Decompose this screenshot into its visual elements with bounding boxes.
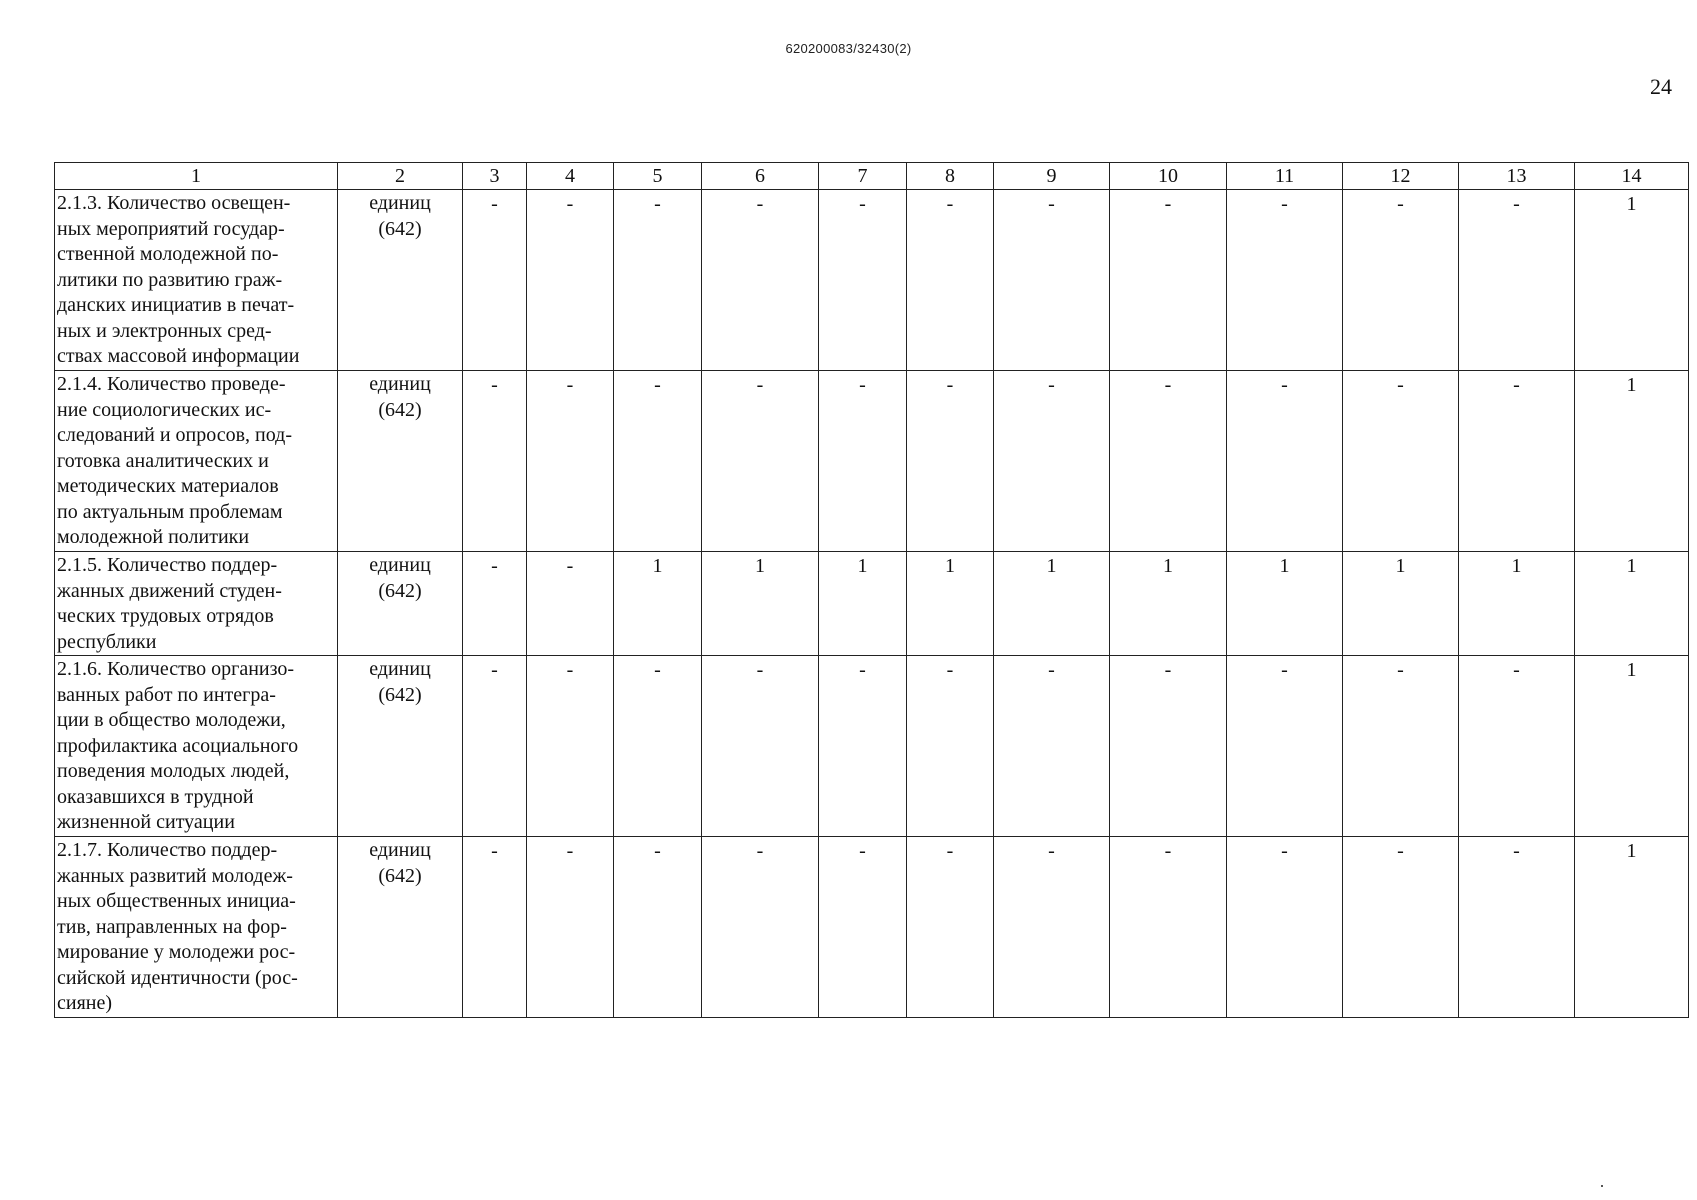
indicators-table bbox=[54, 162, 1689, 1018]
description-line: ных и электронных сред- bbox=[57, 319, 272, 342]
unit-name: единиц bbox=[369, 373, 431, 395]
description-line: 2.1.4. Количество проведе- bbox=[57, 373, 286, 395]
value-cell: - bbox=[907, 656, 994, 837]
description-line: оказавшихся в трудной bbox=[57, 785, 254, 808]
description-line: литики по развитию граж- bbox=[57, 268, 283, 291]
description-line: ствах массовой информации bbox=[57, 345, 300, 367]
value-cell: 1 bbox=[1110, 552, 1227, 656]
value-cell: 1 bbox=[1575, 656, 1689, 837]
value-cell: 1 bbox=[614, 552, 702, 656]
value-cell: - bbox=[994, 190, 1110, 371]
description-line: тив, направленных на фор- bbox=[57, 915, 287, 938]
value-cell: - bbox=[1227, 656, 1343, 837]
value-cell: 1 bbox=[1227, 552, 1343, 656]
value-cell: - bbox=[614, 656, 702, 837]
description-line: 2.1.7. Количество поддер- bbox=[57, 839, 278, 861]
value-cell: - bbox=[819, 190, 907, 371]
value-cell: - bbox=[1227, 837, 1343, 1018]
unit-code: (642) bbox=[378, 579, 422, 602]
value-cell: - bbox=[527, 837, 614, 1018]
indicator-description bbox=[55, 552, 338, 656]
value-cell: - bbox=[614, 371, 702, 552]
indicator-description bbox=[55, 190, 338, 371]
value-cell: - bbox=[819, 371, 907, 552]
column-header: 3 bbox=[463, 163, 527, 190]
column-header: 11 bbox=[1227, 163, 1343, 190]
value-cell: - bbox=[1227, 371, 1343, 552]
description-line: следований и опросов, под- bbox=[57, 424, 292, 446]
value-cell: 1 bbox=[1575, 190, 1689, 371]
value-cell: - bbox=[702, 837, 819, 1018]
value-cell: - bbox=[1343, 371, 1459, 552]
column-header: 4 bbox=[527, 163, 614, 190]
unit-cell bbox=[338, 371, 463, 552]
value-cell: - bbox=[463, 656, 527, 837]
column-header: 6 bbox=[702, 163, 819, 190]
column-header: 14 bbox=[1575, 163, 1689, 190]
description-line: по актуальным проблемам bbox=[57, 500, 283, 523]
description-line: данских инициатив в печат- bbox=[57, 294, 295, 316]
value-cell: - bbox=[527, 371, 614, 552]
unit-name: единиц bbox=[369, 839, 431, 861]
description-line: молодежной политики bbox=[57, 526, 250, 548]
value-cell: 1 bbox=[702, 552, 819, 656]
scan-speck bbox=[1601, 1185, 1603, 1187]
description-line: ции в общество молодежи, bbox=[57, 709, 286, 731]
indicator-description bbox=[55, 837, 338, 1018]
description-line: ных общественных инициа- bbox=[57, 890, 296, 912]
value-cell: - bbox=[1459, 656, 1575, 837]
unit-code: (642) bbox=[378, 398, 422, 421]
description-line: мирование у молодежи рос- bbox=[57, 941, 296, 963]
table-row bbox=[55, 552, 1689, 656]
column-number-row bbox=[55, 163, 1689, 190]
value-cell: 1 bbox=[1575, 837, 1689, 1018]
unit-cell bbox=[338, 552, 463, 656]
value-cell: 1 bbox=[994, 552, 1110, 656]
unit-code: (642) bbox=[378, 864, 422, 887]
value-cell: 1 bbox=[907, 552, 994, 656]
value-cell: - bbox=[1110, 190, 1227, 371]
column-header: 2 bbox=[338, 163, 463, 190]
value-cell: - bbox=[1459, 837, 1575, 1018]
value-cell: - bbox=[463, 837, 527, 1018]
column-header: 13 bbox=[1459, 163, 1575, 190]
value-cell: 1 bbox=[1575, 552, 1689, 656]
description-line: республики bbox=[57, 630, 157, 653]
description-line: готовка аналитических и bbox=[57, 449, 269, 472]
value-cell: - bbox=[463, 371, 527, 552]
value-cell: - bbox=[527, 656, 614, 837]
value-cell: - bbox=[1110, 837, 1227, 1018]
column-header: 12 bbox=[1343, 163, 1459, 190]
value-cell: - bbox=[907, 371, 994, 552]
column-header: 9 bbox=[994, 163, 1110, 190]
value-cell: 1 bbox=[1459, 552, 1575, 656]
table-row bbox=[55, 371, 1689, 552]
unit-cell bbox=[338, 190, 463, 371]
column-header: 5 bbox=[614, 163, 702, 190]
unit-name: единиц bbox=[369, 554, 431, 576]
value-cell: - bbox=[1110, 656, 1227, 837]
value-cell: - bbox=[614, 837, 702, 1018]
description-line: ческих трудовых отрядов bbox=[57, 605, 274, 627]
value-cell: - bbox=[994, 371, 1110, 552]
indicator-description bbox=[55, 656, 338, 837]
value-cell: 1 bbox=[819, 552, 907, 656]
description-line: жанных развитий молодеж- bbox=[57, 864, 293, 887]
description-line: поведения молодых людей, bbox=[57, 760, 290, 782]
value-cell: 1 bbox=[1343, 552, 1459, 656]
value-cell: - bbox=[527, 552, 614, 656]
description-line: сияне) bbox=[57, 992, 113, 1014]
value-cell: - bbox=[702, 371, 819, 552]
value-cell: - bbox=[1343, 656, 1459, 837]
description-line: сийской идентичности (рос- bbox=[57, 966, 298, 989]
value-cell: 1 bbox=[1575, 371, 1689, 552]
value-cell: - bbox=[819, 837, 907, 1018]
unit-cell bbox=[338, 837, 463, 1018]
unit-code: (642) bbox=[378, 217, 422, 240]
value-cell: - bbox=[994, 656, 1110, 837]
description-line: 2.1.5. Количество поддер- bbox=[57, 554, 278, 576]
page-number: 24 bbox=[1650, 74, 1672, 99]
unit-name: единиц bbox=[369, 192, 431, 214]
value-cell: - bbox=[1343, 837, 1459, 1018]
column-header: 10 bbox=[1110, 163, 1227, 190]
value-cell: - bbox=[527, 190, 614, 371]
value-cell: - bbox=[907, 837, 994, 1018]
value-cell: - bbox=[1343, 190, 1459, 371]
value-cell: - bbox=[702, 190, 819, 371]
value-cell: - bbox=[1110, 371, 1227, 552]
unit-name: единиц bbox=[369, 658, 431, 680]
value-cell: - bbox=[702, 656, 819, 837]
value-cell: - bbox=[1227, 190, 1343, 371]
description-line: 2.1.3. Количество освещен- bbox=[57, 192, 291, 214]
description-line: ние социологических ис- bbox=[57, 398, 272, 421]
document-id: 620200083/32430(2) bbox=[785, 41, 912, 56]
column-header: 1 bbox=[55, 163, 338, 190]
value-cell: - bbox=[1459, 190, 1575, 371]
description-line: ванных работ по интегра- bbox=[57, 683, 276, 706]
value-cell: - bbox=[614, 190, 702, 371]
table-row bbox=[55, 837, 1689, 1018]
description-line: жизненной ситуации bbox=[57, 811, 235, 833]
description-line: ных мероприятий государ- bbox=[57, 217, 285, 240]
unit-code: (642) bbox=[378, 683, 422, 706]
table-row bbox=[55, 190, 1689, 371]
value-cell: - bbox=[819, 656, 907, 837]
description-line: 2.1.6. Количество организо- bbox=[57, 658, 295, 680]
description-line: методических материалов bbox=[57, 475, 279, 497]
description-line: жанных движений студен- bbox=[57, 579, 282, 602]
indicator-description bbox=[55, 371, 338, 552]
value-cell: - bbox=[463, 552, 527, 656]
value-cell: - bbox=[463, 190, 527, 371]
column-header: 8 bbox=[907, 163, 994, 190]
value-cell: - bbox=[994, 837, 1110, 1018]
column-header: 7 bbox=[819, 163, 907, 190]
table-row bbox=[55, 656, 1689, 837]
value-cell: - bbox=[1459, 371, 1575, 552]
description-line: ственной молодежной по- bbox=[57, 243, 279, 265]
description-line: профилактика асоциального bbox=[57, 734, 299, 757]
value-cell: - bbox=[907, 190, 994, 371]
table-body bbox=[55, 190, 1689, 1018]
unit-cell bbox=[338, 656, 463, 837]
